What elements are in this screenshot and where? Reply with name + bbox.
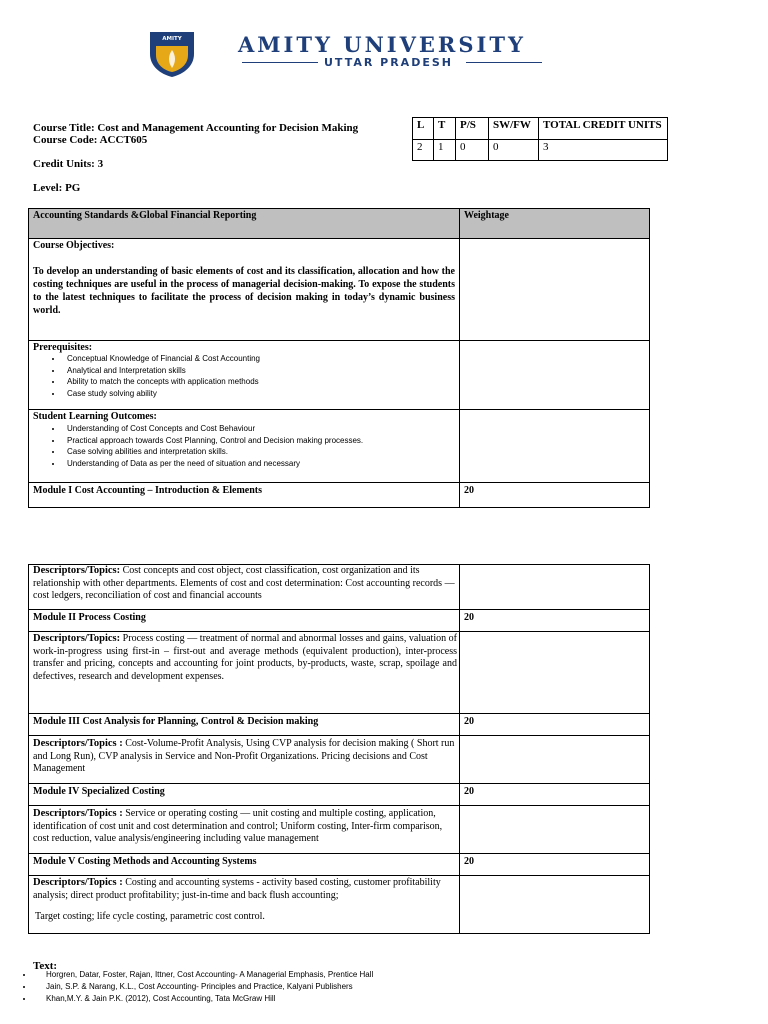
- row-divider: [28, 713, 650, 714]
- module-4-title: Module IV Specialized Costing: [33, 786, 165, 797]
- row-divider: [28, 875, 650, 876]
- university-name: AMITY UNIVERSITY: [238, 32, 526, 57]
- table-header-topic: Accounting Standards &Global Financial Reporting: [33, 210, 257, 221]
- descriptor-text: Service or operating costing — unit costing and multiple costing, application, identification of cost unit and cost determination and control; Uniform costing, Inter-firm comparison, cost reduction, value analysis/engineering including value management: [33, 808, 443, 844]
- module-4-weight: 20: [464, 786, 474, 797]
- list-item: • Conceptual Knowledge of Financial & Cost Accounting: [63, 353, 457, 365]
- row-divider: [28, 238, 650, 239]
- row-divider: [28, 853, 650, 854]
- course-code: Course Code: ACCT605: [33, 134, 148, 146]
- row-divider: [28, 783, 650, 784]
- slo-list: [29, 422, 457, 469]
- credits-value-cell: 0: [456, 140, 489, 161]
- descriptor-label: Descriptors/Topics :: [33, 738, 123, 749]
- reference-item: • Horgren, Datar, Foster, Rajan, Ittner, Cost Accounting- A Managerial Emphasis, Prentice Hall: [34, 969, 373, 981]
- credits-value-cell: 0: [489, 140, 539, 161]
- credits-value-cell: 3: [539, 140, 668, 161]
- descriptor-label: Descriptors/Topics:: [33, 633, 121, 644]
- descriptor-label: Descriptors/Topics:: [33, 565, 121, 576]
- module-3-descriptors: [33, 738, 457, 776]
- descriptor-text: Cost concepts and cost object, cost classification, cost organization and its relationship with other departments. Elements of cost and cost determination: Cost accounting records — cost ledgers, reconciliation of cost and financial accounts: [33, 565, 455, 601]
- credits-value-cell: 1: [434, 140, 456, 161]
- table-header-weightage: Weightage: [464, 210, 509, 221]
- row-divider: [28, 482, 650, 483]
- list-item: • Understanding of Cost Concepts and Cost Behaviour: [63, 423, 457, 435]
- descriptor-text: Costing and accounting systems - activity based costing, customer profitability analysis; direct product profitability; just-in-time and back flush accounting;: [33, 877, 441, 901]
- credit-units: Credit Units: 3: [33, 158, 104, 170]
- reference-item: • Jain, S.P. & Narang, K.L., Cost Accounting- Principles and Practice, Kalyani Publishers: [34, 981, 373, 993]
- credits-header-cell: TOTAL CREDIT UNITS: [539, 118, 668, 140]
- credits-header-cell: SW/FW: [489, 118, 539, 140]
- university-campus: [242, 56, 542, 70]
- list-item: • Understanding of Data as per the need of situation and necessary: [63, 458, 457, 470]
- module-5-title: Module V Costing Methods and Accounting Systems: [33, 856, 257, 867]
- list-item: • Case solving abilities and interpretation skills.: [63, 446, 457, 458]
- svg-text:AMITY: AMITY: [162, 36, 182, 42]
- column-divider: [459, 564, 460, 934]
- row-divider: [28, 631, 650, 632]
- row-divider: [28, 805, 650, 806]
- module-5-descriptors: [33, 877, 457, 902]
- credits-value-row: [413, 140, 668, 161]
- credits-header-cell: T: [434, 118, 456, 140]
- list-item: • Analytical and Interpretation skills: [63, 365, 457, 377]
- objectives-text: To develop an understanding of basic elements of cost and its classification, allocation and how the costing techniques are useful in the process of managerial decision-making. To expose the students to the latest techniques to facilitate the process of decision making in today’s dynamic business world.: [33, 266, 455, 316]
- module-4-descriptors: [33, 808, 457, 846]
- descriptor-text: Process costing — treatment of normal and abnormal losses and gains, valuation of work-in-progress using first-in – first-out and average methods (equivalent production), inter-process transfer and pricing, concepts and accounting for joint products, by-products, waste, scrap, spoilage and defectives, research and development expenses.: [33, 633, 457, 682]
- list-item: • Case study solving ability: [63, 388, 457, 400]
- descriptor-text: Cost-Volume-Profit Analysis, Using CVP analysis for decision making ( Short run and Long Run), CVP analysis in Service and Non-Profit Organizations. Pricing decisions and Cost Management: [33, 738, 455, 774]
- module-2-weight: 20: [464, 612, 474, 623]
- list-item: • Ability to match the concepts with application methods: [63, 376, 457, 388]
- row-divider: [28, 340, 650, 341]
- course-level: Level: PG: [33, 182, 81, 194]
- module-5-weight: 20: [464, 856, 474, 867]
- prerequisites-list: [29, 352, 457, 399]
- slo-title: Student Learning Outcomes:: [33, 411, 157, 422]
- credits-header-row: [413, 118, 668, 140]
- course-title: Course Title: Cost and Management Accounting for Decision Making: [33, 122, 359, 134]
- descriptor-label: Descriptors/Topics :: [33, 877, 123, 888]
- row-divider: [28, 409, 650, 410]
- campus-label: UTTAR PRADESH: [324, 56, 453, 69]
- module-3-weight: 20: [464, 716, 474, 727]
- reference-item: • Khan,M.Y. & Jain P.K. (2012), Cost Accounting, Tata McGraw Hill: [34, 993, 373, 1005]
- list-item: • Practical approach towards Cost Planning, Control and Decision making processes.: [63, 435, 457, 447]
- reference-list: [18, 969, 373, 1005]
- module-3-title: Module III Cost Analysis for Planning, Control & Decision making: [33, 716, 319, 727]
- credits-value-cell: 2: [413, 140, 434, 161]
- row-divider: [28, 735, 650, 736]
- row-divider: [28, 609, 650, 610]
- credits-header-cell: L: [413, 118, 434, 140]
- descriptor-label: Descriptors/Topics :: [33, 808, 123, 819]
- text-section-title: Text:: [33, 960, 58, 972]
- column-divider: [459, 208, 460, 508]
- module-2-title: Module II Process Costing: [33, 612, 146, 623]
- module-1-descriptors: [33, 565, 455, 603]
- prerequisites-title: Prerequisites:: [33, 342, 93, 353]
- credits-table: [412, 117, 668, 161]
- module-1-title: Module I Cost Accounting – Introduction & Elements: [33, 485, 262, 496]
- module-5-descriptors-extra: Target costing; life cycle costing, parametric cost control.: [35, 911, 265, 922]
- university-logo: [146, 30, 198, 78]
- credits-header-cell: P/S: [456, 118, 489, 140]
- module-1-weight: 20: [464, 485, 474, 496]
- objectives-title: Course Objectives:: [33, 240, 115, 251]
- module-2-descriptors: [33, 633, 457, 683]
